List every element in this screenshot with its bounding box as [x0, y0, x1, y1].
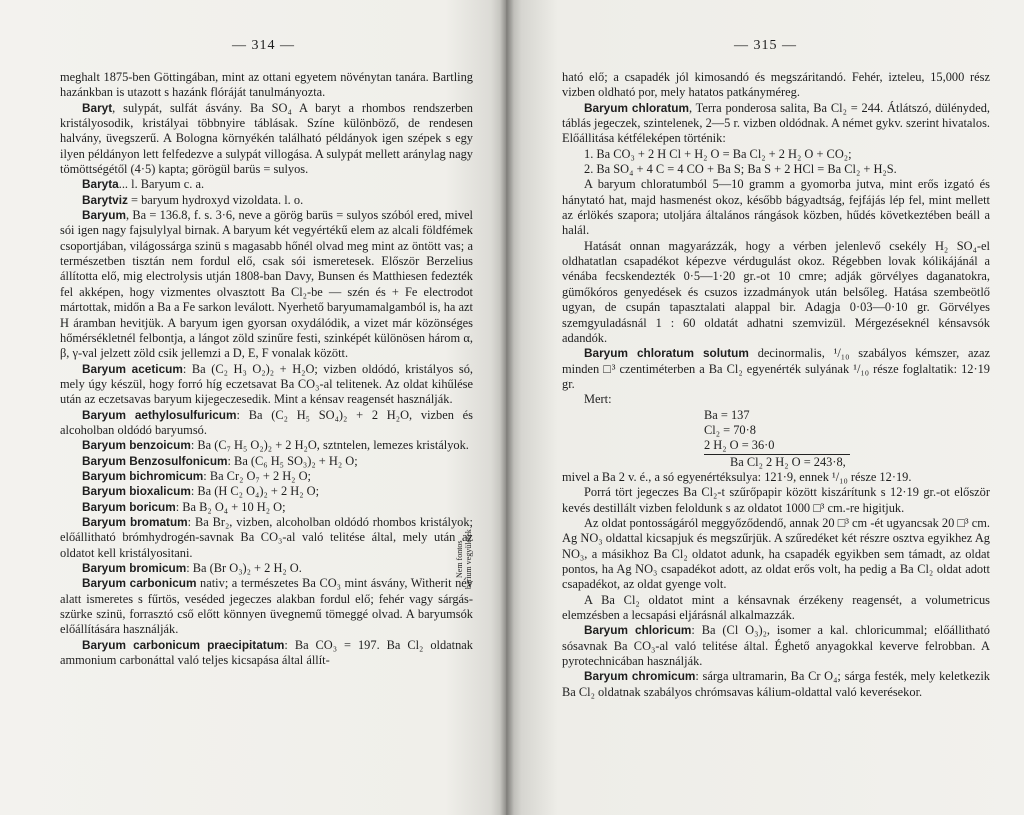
calc-row: 2 H₂ O = 36·0: [704, 438, 775, 453]
paragraph: mivel a Ba 2 v. é., a só egyenértéksulya: 121·9, ennek ¹/₁₀ része 12·19.: [562, 469, 912, 484]
calc-row: Ba = 137: [704, 407, 750, 422]
formula-line: 2. Ba SO₄ + 4 C = 4 CO + Ba S; Ba S + 2 HCl = Ba Cl₂ + H₂S.: [584, 162, 897, 177]
right-page-text: [562, 70, 990, 700]
paragraph: Baryum bromicum: Ba (Br O₃)₂ + 2 H₂ O.: [82, 561, 302, 575]
paragraph: Baryum bromatum: Ba Br₂, vizben, alcoholban oldódó rhombos kristályok; előállitható brómhydrogén-savnak Ba CO₃-al való telitése által, mely után az oldatot kell kristályositani.: [60, 514, 473, 560]
paragraph: Porrá tört jegeczes Ba Cl₂-t szűrőpapir között kiszárítunk s 12·19 gr.-ot először kevés destillált vizben feloldunk s az oldatot 1000 □³ cm.-re higitjuk.: [562, 485, 990, 515]
paragraph: Baryum bichromicum: Ba Cr₂ O₇ + 2 H₂ O;: [82, 468, 311, 483]
paragraph: Baryum Benzosulfonicum: Ba (C₆ H₅ SO₃)₂ + H₂ O;: [82, 453, 358, 468]
paragraph: Baryum chloratum solutum decinormalis, ¹/₁₀ szabályos kémszer, azaz minden □³ czentiméterben a Ba Cl₂ egyenérték sulyának ¹/₁₀ része foglaltatik: 12·19 gr.: [562, 346, 991, 391]
paragraph: Baryum chromicum: sárga ultramarin, Ba Cr O₄; sárga festék, mely keletkezik Ba Cl₂ oldatnak szabályos chrómsavas kálium-oldattal való keverésekor.: [562, 669, 990, 699]
paragraph: Baryum, Ba = 136.8, f. s. 3·6, neve a görög barüs = sulyos szóból ered, mivel sói igen nagy fajsulylyal birnak. A baryum két vegyértékű elem az alcali földfémek csoportjában, világossárga szinü s magasabb hőnél olvad meg mint az öntött vas; a természetben tisztán nem fordul elő, csak sói ismeretesek. Először Berzelius állította elő, mig electrolysis utján 1808-ban Davy, Bunsen és Matthiesen fedezték fel akképen, hogy vizmentes olvasztott Ba Cl₂-be — szén és + Fe electrodot mártottak, midőn a Ba a Fe sarkon leválott. Nyerhető baryumamalgamból is, ha azt H áramban hevitjük. A baryum igen gyorsan oxydálódik, a vizet már közönséges hőmérsékletnél felbontja, a lángot zöld szinűre festi, szinképét különösen három α, β, γ-val jelzett zöld csik jellemzi a D, E, F vonalak között.: [60, 208, 473, 361]
left-page: [0, 0, 506, 815]
paragraph: A Ba Cl₂ oldatot mint a kénsavnak érzékeny reagensét, a volumetricus elemzésben a lecsapási eljárásnál alkalmazzák.: [562, 592, 990, 623]
paragraph: Baryum boricum: Ba B₂ O₄ + 10 H₂ O;: [82, 499, 286, 514]
paragraph: Baryum benzoicum: Ba (C₇ H₅ O₂)₂ + 2 H₂O, sztntelen, lemezes kristályok.: [82, 438, 469, 453]
formula-line: 1. Ba CO₃ + 2 H Cl + H₂ O = Ba Cl₂ + 2 H₂ O + CO₂;: [584, 146, 852, 161]
left-page-text: [60, 70, 473, 668]
paragraph: Baryta... l. Baryum c. a.: [82, 177, 205, 192]
margin-note: Nem fontos barium vegyületek: [455, 529, 473, 589]
paragraph: Baryum carbonicum praecipitatum: Ba CO₃ = 197. Ba Cl₂ oldatnak ammonium carbonáttal való teljes kicsapása által állít-: [60, 637, 473, 668]
calc-sum: [562, 454, 990, 470]
paragraph: Hatását onnan magyarázzák, hogy a vérben jelenlevő csekély H₂ SO₄-el oldhatatlan csapadékot képezve vérdugulást okoz. Régebben lovak kólikájánál a vénába fecskendezték 0·5—1·20 gr.-ot 10 cmre; adják görvélyes daganatokra, gümőkóros genyedések és csuzos izzadmányok után belsőleg. Hatása szembeötlő ugyan, de csupán tapasztalati alappal bir. Adagja 0·03—0·10 gr. Görvélyes szemgyuladásnál 1 : 60 oldatát adhatni szemvizül. Mérgezéseknél kénsavsók adandók.: [562, 238, 990, 345]
right-page: [506, 0, 1024, 815]
paragraph: Baryum aethylosulfuricum: Ba (C₂ H₅ SO₄)₂ + 2 H₂O, vizben és alcoholban oldódó baryumsó.: [60, 407, 474, 437]
paragraph: Baryum bioxalicum: Ba (H C₂ O₄)₂ + 2 H₂ O;: [82, 484, 320, 499]
paragraph: Baryum chloratum, Terra ponderosa salita, Ba Cl₂ = 244. Átlátszó, dülényded, táblás jegeczek, szintelenek, 2—5 r. vizben oldódnak. A német gykv. szerint hivatalos. Előállitása kétféleképen történik:: [562, 100, 990, 146]
paragraph: A baryum chloratumból 5—10 gramm a gyomorba jutva, mint erős izgató és hánytató hat, majd hasmenést okoz, később bágyadtság, fejfájás lép fel, mint mellett az érlökés szapora; utoljára általános rángások közben, hűdés következtében beáll a halál.: [562, 177, 990, 238]
page-number: — 315 —: [734, 38, 797, 53]
paragraph: Baryt, sulypát, sulfát ásvány. Ba SO₄ A baryt a rhombos rendszerben kristályosodik, kristályai többnyire táblásak. Színe különböző, de rendesen halvány, üvegszerű. A Bologna környékén található példányok igen szépek s egy ilyen példányon lett felfedezve a sulypát villogása. A sulypát mellett aránylag nagy tömöttségétől (4·5) kapta; görögül barüs = sulyos.: [60, 100, 473, 177]
book-gutter: [500, 0, 514, 815]
paragraph: Az oldat pontosságáról meggyőződendő, annak 20 □³ cm -ét ugyancsak 20 □³ cm. Ag NO₃ oldattal kicsapjuk és megszűrjük. A szűredéket két részre osztva egyikhez Ag NO₃, a másikhoz Ba Cl₂ oldatot adunk, ha csapadék egyikben sem támadt, az oldat pontos, ha Ag NO₃ csapadékot adott, az oldat erős volt, ha pedig a Ba Cl₂ oldat adott csapadékot, az oldat gyenge volt.: [562, 515, 990, 592]
calc-row: Cl₂ = 70·8: [704, 422, 756, 437]
calc-sum-value: Ba Cl₂ 2 H₂ O = 243·8,: [704, 454, 850, 470]
page-number: — 314 —: [232, 38, 295, 53]
paragraph: Barytviz = baryum hydroxyd vizoldata. l. o.: [82, 192, 304, 207]
paragraph: Baryum chloricum: Ba (Cl O₃)₂, isomer a kal. chloricummal; előállitható sósavnak Ba CO₃-al való telitése által. Éghető anyagokkal keverve felrobban. A pyrotechnicában használják.: [562, 623, 990, 669]
paragraph: ható elő; a csapadék jól kimosandó és megszáritandó. Fehér, izteleu, 15,000 rész vizben oldható por, mely hatatos patkányméreg.: [562, 70, 990, 100]
paragraph: Baryum carbonicum nativ; a természetes Ba CO₃ mint ásvány, Witherit név alatt ismeretes s fűrtös, veséded jegeczes alakban fordul elő; fehér vagy sárgás-szürke szinü, forrasztó cső előtt könnyen üvegnemű tömeggé olvad. A baryumsók előállítására használják.: [60, 576, 473, 637]
paragraph: meghalt 1875-ben Göttingában, mint az ottani egyetem növénytan tanára. Bartling hazánkban is utazott s hazánk flóráját tanulmányozta.: [60, 70, 473, 100]
paragraph: Baryum aceticum: Ba (C₂ H₃ O₂)₂ + H₂O; vizben oldódó, kristályos só, mely úgy készül, hogy forró híg eczetsavat Ba CO₃-al telitenek. Az oldat kihűlése után az eczetsavas baryum kijegeczesedik. Mint a kénsav reagensét használják.: [60, 361, 473, 407]
paragraph: Mert:: [584, 392, 612, 407]
